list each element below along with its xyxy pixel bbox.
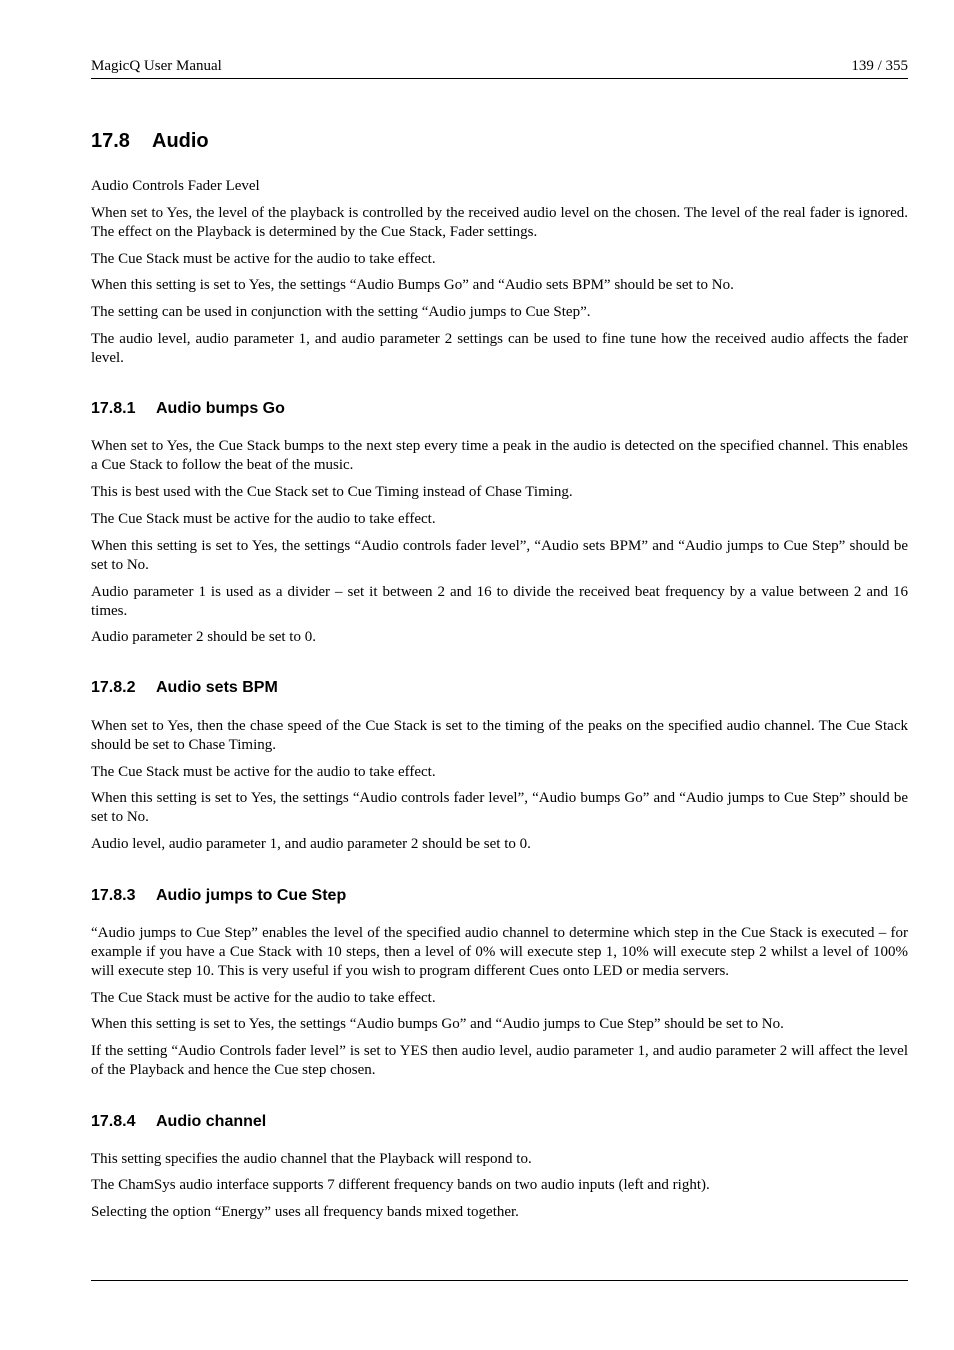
subsection-number: 17.8.2: [91, 679, 136, 696]
paragraph: Audio parameter 1 is used as a divider – set it between 2 and 16 to divide the received beat frequency by a value between 2 and 16 times.: [91, 584, 908, 619]
paragraph: The Cue Stack must be active for the audio to take effect.: [91, 251, 436, 267]
paragraph: When this setting is set to Yes, the settings “Audio controls fader level”, “Audio sets BPM” and “Audio jumps to Cue Step” should be set to No.: [91, 538, 908, 573]
subsection-heading: [91, 1112, 908, 1132]
subsection-heading: [91, 886, 908, 906]
subsection-title: Audio sets BPM: [156, 679, 278, 696]
paragraph: This setting specifies the audio channel that the Playback will respond to.: [91, 1151, 532, 1167]
subsection-heading: [91, 399, 908, 419]
subsection-title: Audio jumps to Cue Step: [156, 887, 347, 904]
paragraph: The audio level, audio parameter 1, and audio parameter 2 settings can be used to fine tune how the received audio affects the fader level.: [91, 331, 908, 366]
section-number: 17.8: [91, 130, 130, 152]
paragraph: When set to Yes, the level of the playback is controlled by the received audio level on the chosen. The level of the real fader is ignored. The effect on the Playback is determined by the Cue Stack, Fader settings.: [91, 205, 908, 240]
section-heading: [91, 129, 908, 153]
subsection-title: Audio channel: [156, 1113, 267, 1130]
header-title: MagicQ User Manual: [91, 58, 222, 74]
paragraph: When set to Yes, then the chase speed of the Cue Stack is set to the timing of the peaks on the specified audio channel. The Cue Stack should be set to Chase Timing.: [91, 718, 908, 753]
paragraph: When this setting is set to Yes, the settings “Audio bumps Go” and “Audio jumps to Cue Step” should be set to No.: [91, 1016, 784, 1032]
subsection-number: 17.8.1: [91, 400, 136, 417]
paragraph: Audio Controls Fader Level: [91, 178, 260, 194]
paragraph: When this setting is set to Yes, the settings “Audio Bumps Go” and “Audio sets BPM” should be set to No.: [91, 277, 734, 293]
footer-rule: [91, 1280, 908, 1281]
paragraph: Selecting the option “Energy” uses all frequency bands mixed together.: [91, 1204, 519, 1220]
paragraph: The ChamSys audio interface supports 7 different frequency bands on two audio inputs (left and right).: [91, 1177, 710, 1193]
paragraph: Audio parameter 2 should be set to 0.: [91, 629, 316, 645]
paragraph: The setting can be used in conjunction with the setting “Audio jumps to Cue Step”.: [91, 304, 591, 320]
header-rule: [91, 78, 908, 79]
paragraph: When this setting is set to Yes, the settings “Audio controls fader level”, “Audio bumps Go” and “Audio jumps to Cue Step” should be set to No.: [91, 790, 908, 825]
paragraph: The Cue Stack must be active for the audio to take effect.: [91, 764, 436, 780]
subsection-number: 17.8.3: [91, 887, 136, 904]
page-number: 139 / 355: [851, 58, 908, 74]
section-title: Audio: [152, 130, 209, 152]
paragraph: If the setting “Audio Controls fader level” is set to YES then audio level, audio parameter 1, and audio parameter 2 will affect the level of the Playback and hence the Cue step chosen.: [91, 1043, 908, 1078]
paragraph: Audio level, audio parameter 1, and audio parameter 2 should be set to 0.: [91, 836, 531, 852]
paragraph: The Cue Stack must be active for the audio to take effect.: [91, 990, 436, 1006]
paragraph: The Cue Stack must be active for the audio to take effect.: [91, 511, 436, 527]
subsection-title: Audio bumps Go: [156, 400, 285, 417]
paragraph: This is best used with the Cue Stack set to Cue Timing instead of Chase Timing.: [91, 484, 573, 500]
paragraph: When set to Yes, the Cue Stack bumps to the next step every time a peak in the audio is detected on the specified channel. This enables a Cue Stack to follow the beat of the music.: [91, 438, 908, 473]
subsection-number: 17.8.4: [91, 1113, 136, 1130]
subsection-heading: [91, 678, 908, 698]
paragraph: “Audio jumps to Cue Step” enables the level of the specified audio channel to determine which step in the Cue Stack is executed – for example if you have a Cue Stack with 10 steps, then a level of 0% will execute step 1, 10% will execute step 2 whilst a level of 100% will execute step 10. This is very useful if you wish to program different Cues onto LED or media servers.: [91, 925, 908, 979]
